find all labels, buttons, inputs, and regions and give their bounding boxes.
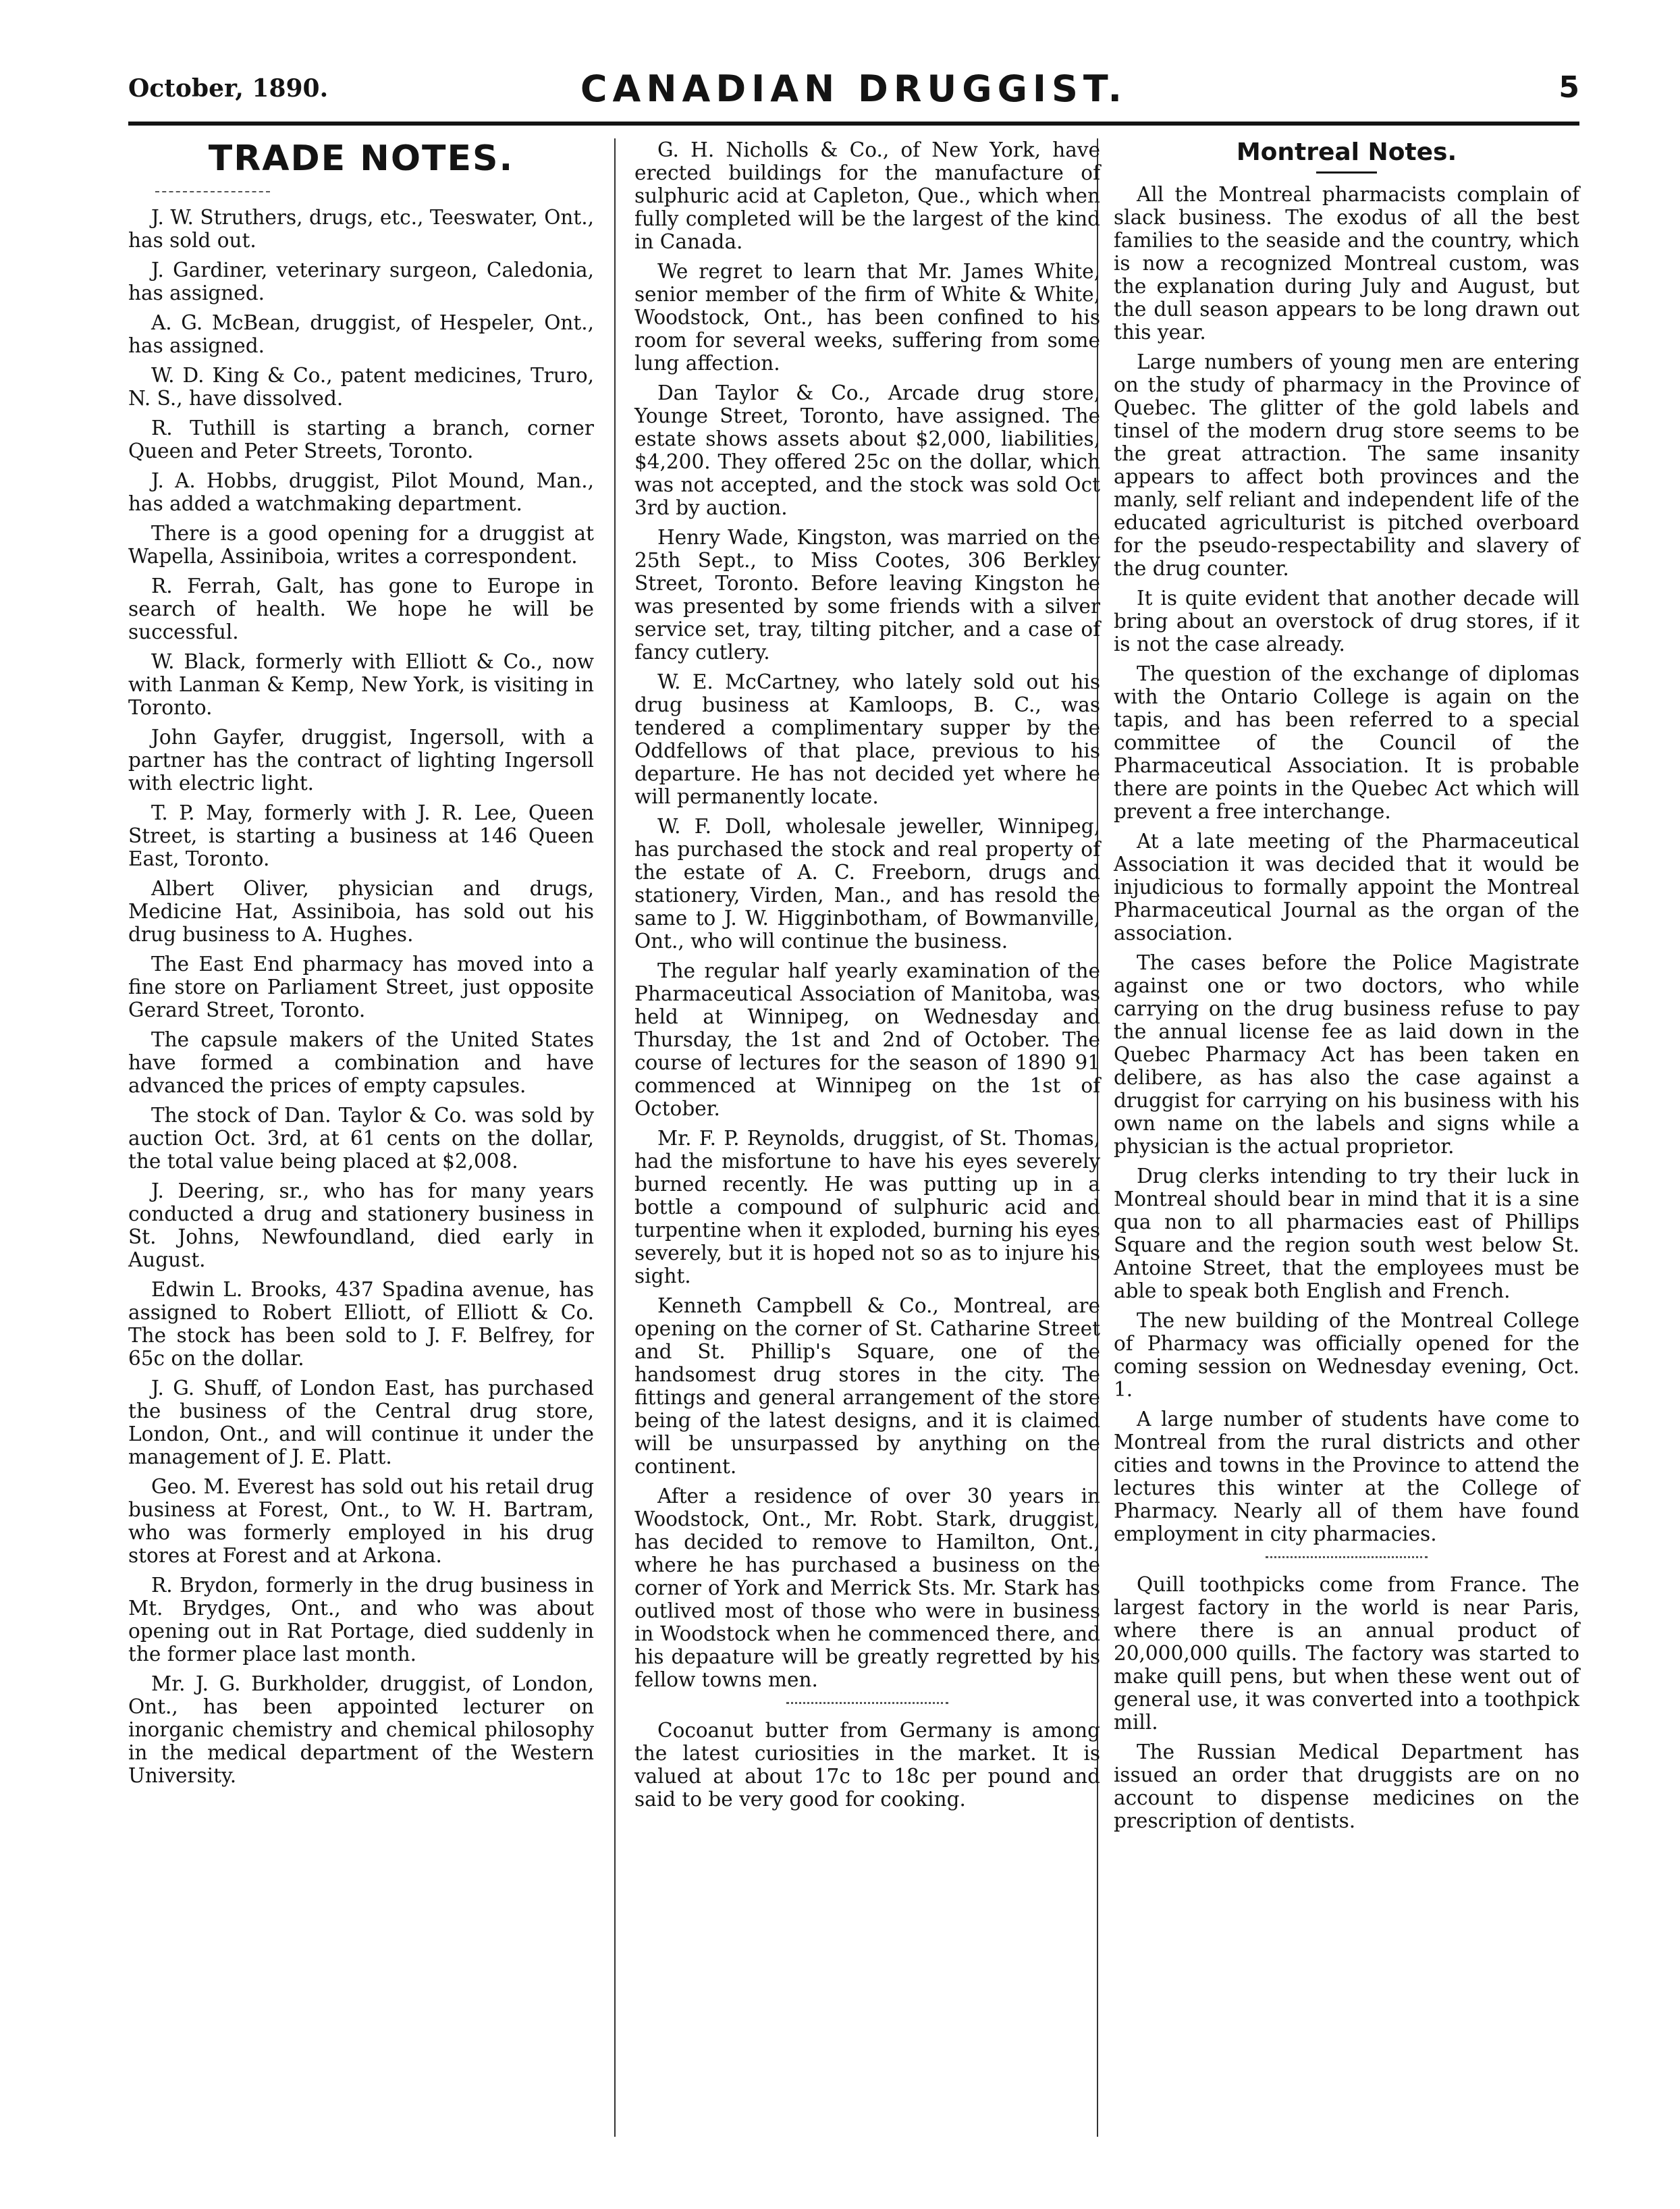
issue-date: October, 1890. <box>128 74 329 103</box>
news-item: Cocoanut butter from Germany is among the latest curiosities in the market. It is valued at about 17c to 18c per pound and said to be very good for cooking. <box>634 1719 1100 1811</box>
news-item: The Russian Medical Department has issued an order that druggists are on no account to dispense medicines on the prescription of dentists. <box>1114 1740 1579 1832</box>
news-item: W. F. Doll, wholesale jeweller, Winnipeg, has purchased the stock and real property of the estate of A. C. Freeborn, drugs and stationery, Virden, Man., and has resold the same to J. W. Higginbotham, of Bowmanville, Ont., who will continue the business. <box>634 815 1100 953</box>
montreal-notes-list <box>1114 183 1579 1545</box>
news-item: There is a good opening for a druggist at Wapella, Assiniboia, writes a correspondent. <box>128 522 594 568</box>
news-item: Mr. J. G. Burkholder, druggist, of London, Ont., has been appointed lecturer on inorganic chemistry and chemical philosophy in the medical department of the Western University. <box>128 1672 594 1787</box>
news-item: J. G. Shuff, of London East, has purchased the business of the Central drug store, London, Ont., and will continue it under the management of J. E. Platt. <box>128 1377 594 1468</box>
news-item: J. W. Struthers, drugs, etc., Teeswater, Ont., has sold out. <box>128 206 594 252</box>
news-item: A large number of students have come to Montreal from the rural districts and other cities and towns in the Province to attend the lectures this winter at the College of Pharmacy. Nearly all of them have found employment in city pharmacies. <box>1114 1408 1579 1545</box>
news-item: J. A. Hobbs, druggist, Pilot Mound, Man., has added a watchmaking department. <box>128 469 594 515</box>
news-item: W. Black, formerly with Elliott & Co., now with Lanman & Kemp, New York, is visiting in Toronto. <box>128 650 594 719</box>
section-separator <box>1266 1556 1428 1558</box>
news-item: Quill toothpicks come from France. The largest factory in the world is near Paris, where there is an annual product of 20,000,000 quills. The factory was started to make quill pens, but when these went out of general use, it was converted into a toothpick mill. <box>1114 1573 1579 1734</box>
news-item: After a residence of over 30 years in Woodstock, Ont., Mr. Robt. Stark, druggist, has decided to remove to Hamilton, Ont., where he has purchased a business on the corner of York and Merrick Sts. Mr. Stark has outlived most of those who were in business in Woodstock when he commenced there, and his depaature will be greatly regretted by his fellow towns men. <box>634 1485 1100 1691</box>
news-item: W. D. King & Co., patent medicines, Truro, N. S., have dissolved. <box>128 364 594 410</box>
news-item: The stock of Dan. Taylor & Co. was sold by auction Oct. 3rd, at 61 cents on the dollar, the total value being placed at $2,008. <box>128 1104 594 1173</box>
news-item: The capsule makers of the United States have formed a combination and have advanced the prices of empty capsules. <box>128 1028 594 1097</box>
news-item: The question of the exchange of diplomas with the Ontario College is again on the tapis, and has been referred to a special committee of the Council of the Pharmaceutical Association. It is probable there are points in the Quebec Act which will prevent a free interchange. <box>1114 662 1579 823</box>
news-item: The cases before the Police Magistrate against one or two doctors, who while carrying on the drug business refuse to pay the annual license fee as laid down in the Quebec Pharmacy Act has been taken en delibere, as has also the case against a druggist for carrying on his business with his own name on the labels and signs while a physician is the actual proprietor. <box>1114 951 1579 1158</box>
news-item: R. Ferrah, Galt, has gone to Europe in search of health. We hope he will be successful. <box>128 575 594 643</box>
news-item: J. Gardiner, veterinary surgeon, Caledonia, has assigned. <box>128 259 594 304</box>
news-item: Edwin L. Brooks, 437 Spadina avenue, has assigned to Robert Elliott, of Elliott & Co. The stock has been sold to J. F. Belfrey, for 65c on the dollar. <box>128 1278 594 1370</box>
news-item: W. E. McCartney, who lately sold out his drug business at Kamloops, B. C., was tendered a complimentary supper by the Oddfellows of that place, previous to his departure. He has not decided yet where he will permanently locate. <box>634 670 1100 808</box>
news-item: Mr. F. P. Reynolds, druggist, of St. Thomas, had the misfortune to have his eyes severely burned recently. He was putting up in a bottle a compound of sulphuric acid and turpentine when it exploded, burning his eyes severely, but it is hoped not so as to injure his sight. <box>634 1127 1100 1287</box>
news-item: We regret to learn that Mr. James White, senior member of the firm of White & White, Woodstock, Ont., has been confined to his room for several weeks, suffering from some lung affection. <box>634 260 1100 375</box>
section-separator <box>786 1702 948 1704</box>
header-rule <box>128 122 1579 126</box>
montreal-notes-heading: Montreal Notes. <box>1236 138 1457 166</box>
news-item: The regular half yearly examination of the Pharmaceutical Association of Manitoba, was held at Winnipeg, on Wednesday and Thursday, the 1st and 2nd of October. The course of lectures for the season of 1890 91 commenced at Winnipeg on the 1st of October. <box>634 959 1100 1120</box>
trade-notes-list <box>128 206 594 1787</box>
publication-title: CANADIAN DRUGGIST. <box>580 68 1128 110</box>
news-item: John Gayfer, druggist, Ingersoll, with a partner has the contract of lighting Ingersoll with electric light. <box>128 726 594 795</box>
montreal-notes-column <box>1114 138 1579 1839</box>
trade-notes-column <box>128 138 594 1794</box>
news-item: Large numbers of young men are entering on the study of pharmacy in the Province of Quebec. The glitter of the gold labels and tinsel of the modern drug store seems to be the great attraction. The same insanity appears to affect both provinces and the manly, self reliant and independent life of the educated agriculturist is pitched overboard for the pseudo-respectability and slavery of the drug counter. <box>1114 350 1579 580</box>
news-item: All the Montreal pharmacists complain of slack business. The exodus of all the best families to the seaside and the country, which is now a recognized Montreal custom, was the explanation during July and August, but the dull season appears to be long drawn out this year. <box>1114 183 1579 344</box>
heading-underline <box>1316 171 1377 174</box>
news-item: Geo. M. Everest has sold out his retail drug business at Forest, Ont., to W. H. Bartram, who was formerly employed in his drug stores at Forest and at Arkona. <box>128 1475 594 1567</box>
trade-notes-heading: TRADE NOTES. <box>208 138 514 179</box>
news-item: It is quite evident that another decade will bring about an overstock of drug stores, if it is not the case already. <box>1114 587 1579 656</box>
news-item: G. H. Nicholls & Co., of New York, have erected buildings for the manufacture of sulphuric acid at Capleton, Que., which when fully completed will be the largest of the kind in Canada. <box>634 138 1100 253</box>
news-item: A. G. McBean, druggist, of Hespeler, Ont., has assigned. <box>128 311 594 357</box>
page-number: 5 <box>1559 70 1579 105</box>
column-divider <box>614 138 616 2137</box>
news-item: R. Brydon, formerly in the drug business in Mt. Brydges, Ont., and who was about opening out in Rat Portage, died suddenly in the former place last month. <box>128 1574 594 1666</box>
news-list <box>634 138 1100 1691</box>
news-item: The new building of the Montreal College of Pharmacy was officially opened for the coming session on Wednesday evening, Oct. 1. <box>1114 1309 1579 1401</box>
news-item: Dan Taylor & Co., Arcade drug store, Younge Street, Toronto, have assigned. The estate shows assets about $2,000, liabilities, $4,200. They offered 25c on the dollar, which was not accepted, and the stock was sold Oct 3rd by auction. <box>634 381 1100 519</box>
news-item: At a late meeting of the Pharmaceutical Association it was decided that it would be injudicious to formally appoint the Montreal Pharmaceutical Journal as the organ of the association. <box>1114 830 1579 944</box>
news-item: The East End pharmacy has moved into a fine store on Parliament Street, just opposite Gerard Street, Toronto. <box>128 953 594 1021</box>
montreal-notes-list-after-rule <box>1114 1573 1579 1832</box>
news-item: R. Tuthill is starting a branch, corner Queen and Peter Streets, Toronto. <box>128 417 594 462</box>
heading-dash-rule <box>155 191 270 192</box>
news-item: Albert Oliver, physician and drugs, Medicine Hat, Assiniboia, has sold out his drug business to A. Hughes. <box>128 877 594 946</box>
news-item: Kenneth Campbell & Co., Montreal, are opening on the corner of St. Catharine Street and St. Phillip's Square, one of the handsomest drug stores in the city. The fittings and general arrangement of the store being of the latest designs, and it is claimed will be unsurpassed by anything on the continent. <box>634 1294 1100 1478</box>
news-item: J. Deering, sr., who has for many years conducted a drug and stationery business in St. Johns, Newfoundland, died early in August. <box>128 1179 594 1271</box>
news-item: Drug clerks intending to try their luck in Montreal should bear in mind that it is a sine qua non to all pharmacies east of Phillips Square and the region south west below St. Antoine Street, that the employees must be able to speak both English and French. <box>1114 1165 1579 1302</box>
news-item: T. P. May, formerly with J. R. Lee, Queen Street, is starting a business at 146 Queen East, Toronto. <box>128 801 594 870</box>
news-column <box>634 138 1100 1817</box>
page-header <box>128 68 1579 115</box>
news-list-after-rule <box>634 1719 1100 1811</box>
news-item: Henry Wade, Kingston, was married on the 25th Sept., to Miss Cootes, 306 Berkley Street, Toronto. Before leaving Kingston he was presented by some friends with a silver service set, tray, tilting pitcher, and a case of fancy cutlery. <box>634 526 1100 664</box>
